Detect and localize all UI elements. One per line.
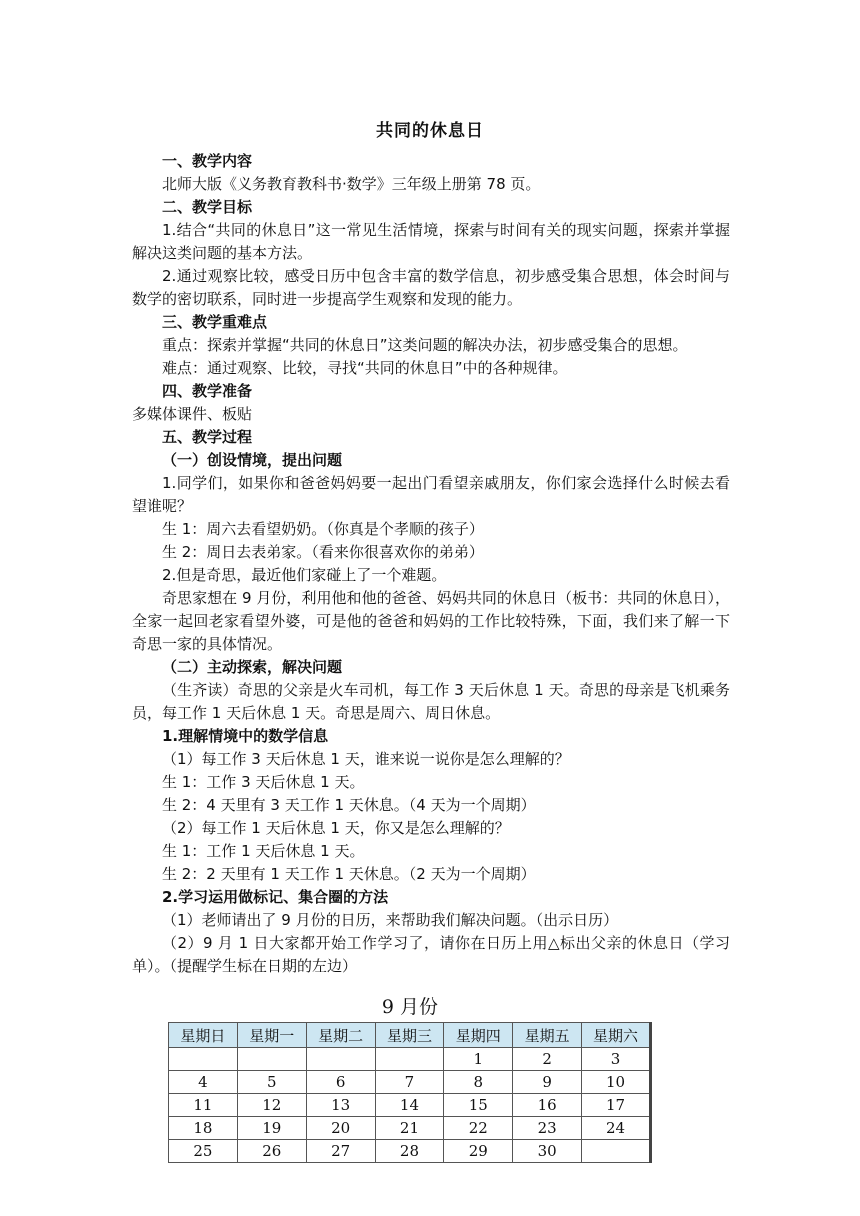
calendar-day-cell xyxy=(375,1048,444,1071)
calendar-day-cell: 18 xyxy=(169,1117,238,1140)
paragraph: （2）9 月 1 日大家都开始工作学习了，请你在日历上用△标出父亲的休息日（学习单）。（提醒学生标在日期的左边） xyxy=(132,934,730,975)
calendar-day-cell: 23 xyxy=(513,1117,582,1140)
calendar-day-cell: 2 xyxy=(513,1048,582,1071)
calendar-day-cell: 12 xyxy=(237,1094,306,1117)
paragraph: （1）老师请出了 9 月份的日历，来帮助我们解决问题。（出示日历） xyxy=(162,911,619,929)
calendar-day-cell: 15 xyxy=(444,1094,513,1117)
calendar-day-cell xyxy=(169,1048,238,1071)
calendar-table xyxy=(168,1022,652,1163)
subsection-heading: （二）主动探索，解决问题 xyxy=(162,658,343,676)
paragraph: 生 1：工作 1 天后休息 1 天。 xyxy=(162,842,365,860)
calendar-day-cell: 22 xyxy=(444,1117,513,1140)
calendar-week-row xyxy=(169,1094,651,1117)
calendar-day-cell: 20 xyxy=(306,1117,375,1140)
calendar-day-cell: 28 xyxy=(375,1140,444,1163)
section-heading: 三、教学重难点 xyxy=(162,313,268,331)
paragraph: 生 2：2 天里有 1 天工作 1 天休息。（2 天为一个周期） xyxy=(162,865,536,883)
paragraph: 生 1：周六去看望奶奶。（你真是个孝顺的孩子） xyxy=(162,520,484,538)
calendar-day-cell: 26 xyxy=(237,1140,306,1163)
weekday-header: 星期四 xyxy=(444,1023,513,1048)
paragraph: 1.结合“共同的休息日”这一常见生活情境，探索与时间有关的现实问题，探索并掌握解决这类问题的基本方法。 xyxy=(132,221,730,262)
weekday-header: 星期日 xyxy=(169,1023,238,1048)
calendar-day-cell: 16 xyxy=(513,1094,582,1117)
calendar-day-cell: 3 xyxy=(582,1048,651,1071)
calendar-day-cell: 29 xyxy=(444,1140,513,1163)
calendar-day-cell: 14 xyxy=(375,1094,444,1117)
calendar-header-row xyxy=(169,1023,651,1048)
subsection-heading: （一）创设情境，提出问题 xyxy=(162,451,343,469)
calendar-day-cell xyxy=(237,1048,306,1071)
calendar-day-cell xyxy=(306,1048,375,1071)
calendar-day-cell: 17 xyxy=(582,1094,651,1117)
section-heading: 1.理解情境中的数学信息 xyxy=(162,727,329,745)
paragraph: 奇思家想在 9 月份，利用他和他的爸爸、妈妈共同的休息日（板书：共同的休息日），全家一起回老家看望外婆，可是他的爸爸和妈妈的工作比较特殊，下面，我们来了解一下奇思一家的具体情况。 xyxy=(132,589,730,653)
paragraph: 1.同学们，如果你和爸爸妈妈要一起出门看望亲戚朋友，你们家会选择什么时候去看望谁呢？ xyxy=(132,474,730,515)
paragraph: 多媒体课件、板贴 xyxy=(132,405,253,423)
calendar-day-cell: 30 xyxy=(513,1140,582,1163)
document-body xyxy=(132,150,730,978)
paragraph: 2.但是奇思，最近他们家碰上了一个难题。 xyxy=(162,566,447,584)
calendar-day-cell: 19 xyxy=(237,1117,306,1140)
calendar-day-cell: 6 xyxy=(306,1071,375,1094)
paragraph: 重点：探索并掌握“共同的休息日”这类问题的解决办法，初步感受集合的思想。 xyxy=(162,336,688,354)
paragraph: 生 2：周日去表弟家。（看来你很喜欢你的弟弟） xyxy=(162,543,484,561)
calendar-title: 9 月份 xyxy=(381,996,439,1018)
calendar-day-cell: 9 xyxy=(513,1071,582,1094)
section-heading: 二、教学目标 xyxy=(162,198,253,216)
section-heading: 一、教学内容 xyxy=(162,152,253,170)
calendar-day-cell: 1 xyxy=(444,1048,513,1071)
calendar-day-cell: 25 xyxy=(169,1140,238,1163)
paragraph: （1）每工作 3 天后休息 1 天，谁来说一说你是怎么理解的？ xyxy=(162,750,570,768)
paragraph: （2）每工作 1 天后休息 1 天，你又是怎么理解的？ xyxy=(162,819,510,837)
paragraph: 生 2：4 天里有 3 天工作 1 天休息。（4 天为一个周期） xyxy=(162,796,536,814)
calendar-week-row xyxy=(169,1117,651,1140)
calendar-day-cell: 7 xyxy=(375,1071,444,1094)
weekday-header: 星期二 xyxy=(306,1023,375,1048)
weekday-header: 星期三 xyxy=(375,1023,444,1048)
calendar-day-cell: 5 xyxy=(237,1071,306,1094)
calendar-week-row xyxy=(169,1048,651,1071)
calendar-day-cell: 11 xyxy=(169,1094,238,1117)
paragraph: 2.通过观察比较，感受日历中包含丰富的数学信息，初步感受集合思想，体会时间与数学的密切联系，同时进一步提高学生观察和发现的能力。 xyxy=(132,267,730,308)
calendar-day-cell: 24 xyxy=(582,1117,651,1140)
calendar-day-cell: 27 xyxy=(306,1140,375,1163)
section-heading: 2.学习运用做标记、集合圈的方法 xyxy=(162,888,389,906)
section-heading: 五、教学过程 xyxy=(162,428,253,446)
calendar-day-cell: 13 xyxy=(306,1094,375,1117)
paragraph: 难点：通过观察、比较，寻找“共同的休息日”中的各种规律。 xyxy=(162,359,568,377)
paragraph: （生齐读）奇思的父亲是火车司机，每工作 3 天后休息 1 天。奇思的母亲是飞机乘务员，每工作 1 天后休息 1 天。奇思是周六、周日休息。 xyxy=(132,681,730,722)
weekday-header: 星期五 xyxy=(513,1023,582,1048)
calendar-week-row xyxy=(169,1140,651,1163)
calendar-week-row xyxy=(169,1071,651,1094)
paragraph: 生 1：工作 3 天后休息 1 天。 xyxy=(162,773,365,791)
paragraph: 北师大版《义务教育教科书·数学》三年级上册第 78 页。 xyxy=(162,175,541,193)
calendar-day-cell: 8 xyxy=(444,1071,513,1094)
calendar-day-cell xyxy=(582,1140,651,1163)
calendar-day-cell: 21 xyxy=(375,1117,444,1140)
page-title: 共同的休息日 xyxy=(376,121,484,141)
section-heading: 四、教学准备 xyxy=(162,382,253,400)
calendar-day-cell: 4 xyxy=(169,1071,238,1094)
weekday-header: 星期六 xyxy=(582,1023,651,1048)
calendar-day-cell: 10 xyxy=(582,1071,651,1094)
weekday-header: 星期一 xyxy=(237,1023,306,1048)
september-calendar xyxy=(168,992,652,1163)
